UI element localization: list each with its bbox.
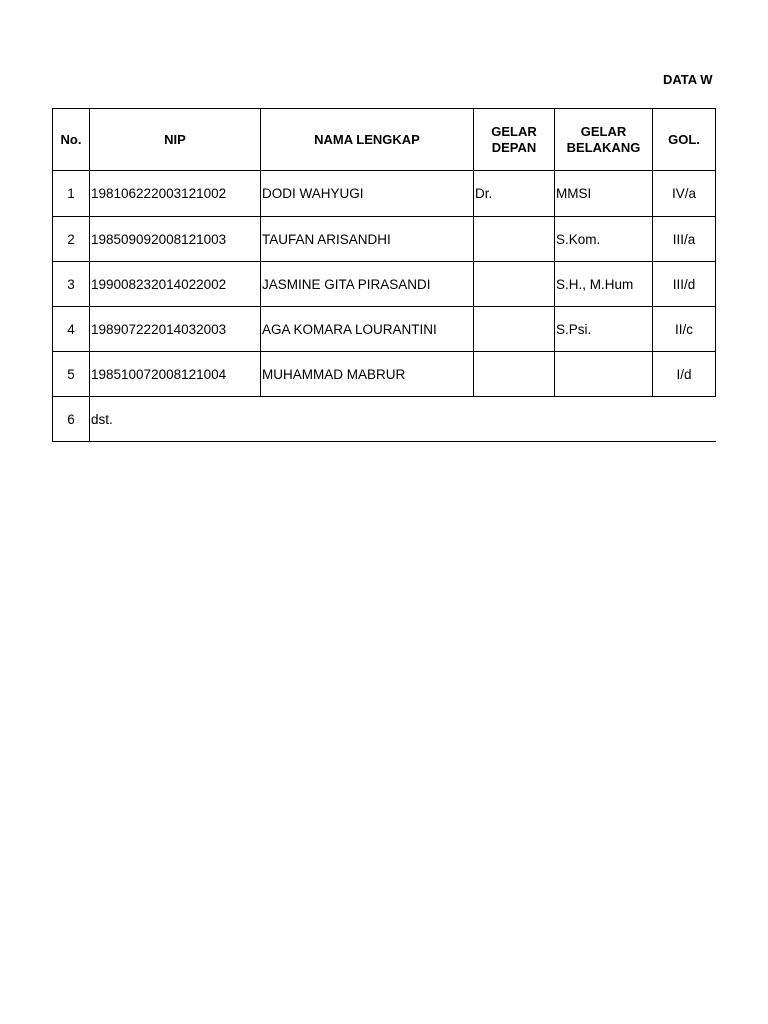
header-gelar-belakang-line1: GELAR bbox=[580, 123, 627, 139]
cell-gol: III/d bbox=[653, 262, 716, 307]
header-no: No. bbox=[53, 109, 90, 171]
cell-nama: MUHAMMAD MABRUR bbox=[261, 352, 474, 397]
cell-clipped bbox=[716, 171, 717, 217]
cell-no: 6 bbox=[53, 397, 90, 442]
cell-gelar-depan bbox=[474, 217, 555, 262]
cell-clipped bbox=[716, 217, 717, 262]
cell-clipped bbox=[716, 307, 717, 352]
cell-clipped bbox=[716, 262, 717, 307]
header-gelar-belakang bbox=[555, 109, 653, 171]
cell-nip: 198106222003121002 bbox=[90, 171, 261, 217]
cell-no: 1 bbox=[53, 171, 90, 217]
header-gelar-depan bbox=[474, 109, 555, 171]
cell-nama: JASMINE GITA PIRASANDI bbox=[261, 262, 474, 307]
cell-nip: 198509092008121003 bbox=[90, 217, 261, 262]
table-row bbox=[53, 307, 717, 352]
header-clipped bbox=[716, 109, 717, 171]
cell-nip: 199008232014022002 bbox=[90, 262, 261, 307]
table-viewport bbox=[52, 108, 716, 444]
document-title: DATA W bbox=[663, 72, 713, 87]
cell-gol: IV/a bbox=[653, 171, 716, 217]
header-nama-lengkap: NAMA LENGKAP bbox=[261, 109, 474, 171]
header-gelar-depan-line1: GELAR bbox=[491, 123, 537, 139]
cell-no: 5 bbox=[53, 352, 90, 397]
cell-nama: DODI WAHYUGI bbox=[261, 171, 474, 217]
table-row bbox=[53, 171, 717, 217]
cell-gol: I/d bbox=[653, 352, 716, 397]
table-row bbox=[53, 352, 717, 397]
cell-continuation: dst. bbox=[90, 397, 717, 442]
cell-clipped bbox=[716, 352, 717, 397]
table-row bbox=[53, 397, 717, 442]
cell-gelar-belakang: S.Psi. bbox=[555, 307, 653, 352]
cell-gelar-depan bbox=[474, 262, 555, 307]
cell-gol: II/c bbox=[653, 307, 716, 352]
cell-gelar-belakang: S.H., M.Hum bbox=[555, 262, 653, 307]
table-row bbox=[53, 217, 717, 262]
header-gelar-depan-line2: DEPAN bbox=[491, 139, 537, 155]
table-header-row bbox=[53, 109, 717, 171]
cell-gelar-belakang: S.Kom. bbox=[555, 217, 653, 262]
cell-no: 2 bbox=[53, 217, 90, 262]
cell-nama: TAUFAN ARISANDHI bbox=[261, 217, 474, 262]
cell-no: 3 bbox=[53, 262, 90, 307]
cell-nama: AGA KOMARA LOURANTINI bbox=[261, 307, 474, 352]
employee-table bbox=[52, 108, 716, 442]
cell-gelar-depan bbox=[474, 352, 555, 397]
header-nip: NIP bbox=[90, 109, 261, 171]
cell-gol: III/a bbox=[653, 217, 716, 262]
cell-gelar-depan: Dr. bbox=[474, 171, 555, 217]
cell-no: 4 bbox=[53, 307, 90, 352]
header-gelar-belakang-line2: BELAKANG bbox=[566, 139, 641, 155]
cell-gelar-depan bbox=[474, 307, 555, 352]
table-row bbox=[53, 262, 717, 307]
cell-gelar-belakang bbox=[555, 352, 653, 397]
cell-nip: 198510072008121004 bbox=[90, 352, 261, 397]
header-gol: GOL. bbox=[653, 109, 716, 171]
cell-nip: 198907222014032003 bbox=[90, 307, 261, 352]
cell-gelar-belakang: MMSI bbox=[555, 171, 653, 217]
